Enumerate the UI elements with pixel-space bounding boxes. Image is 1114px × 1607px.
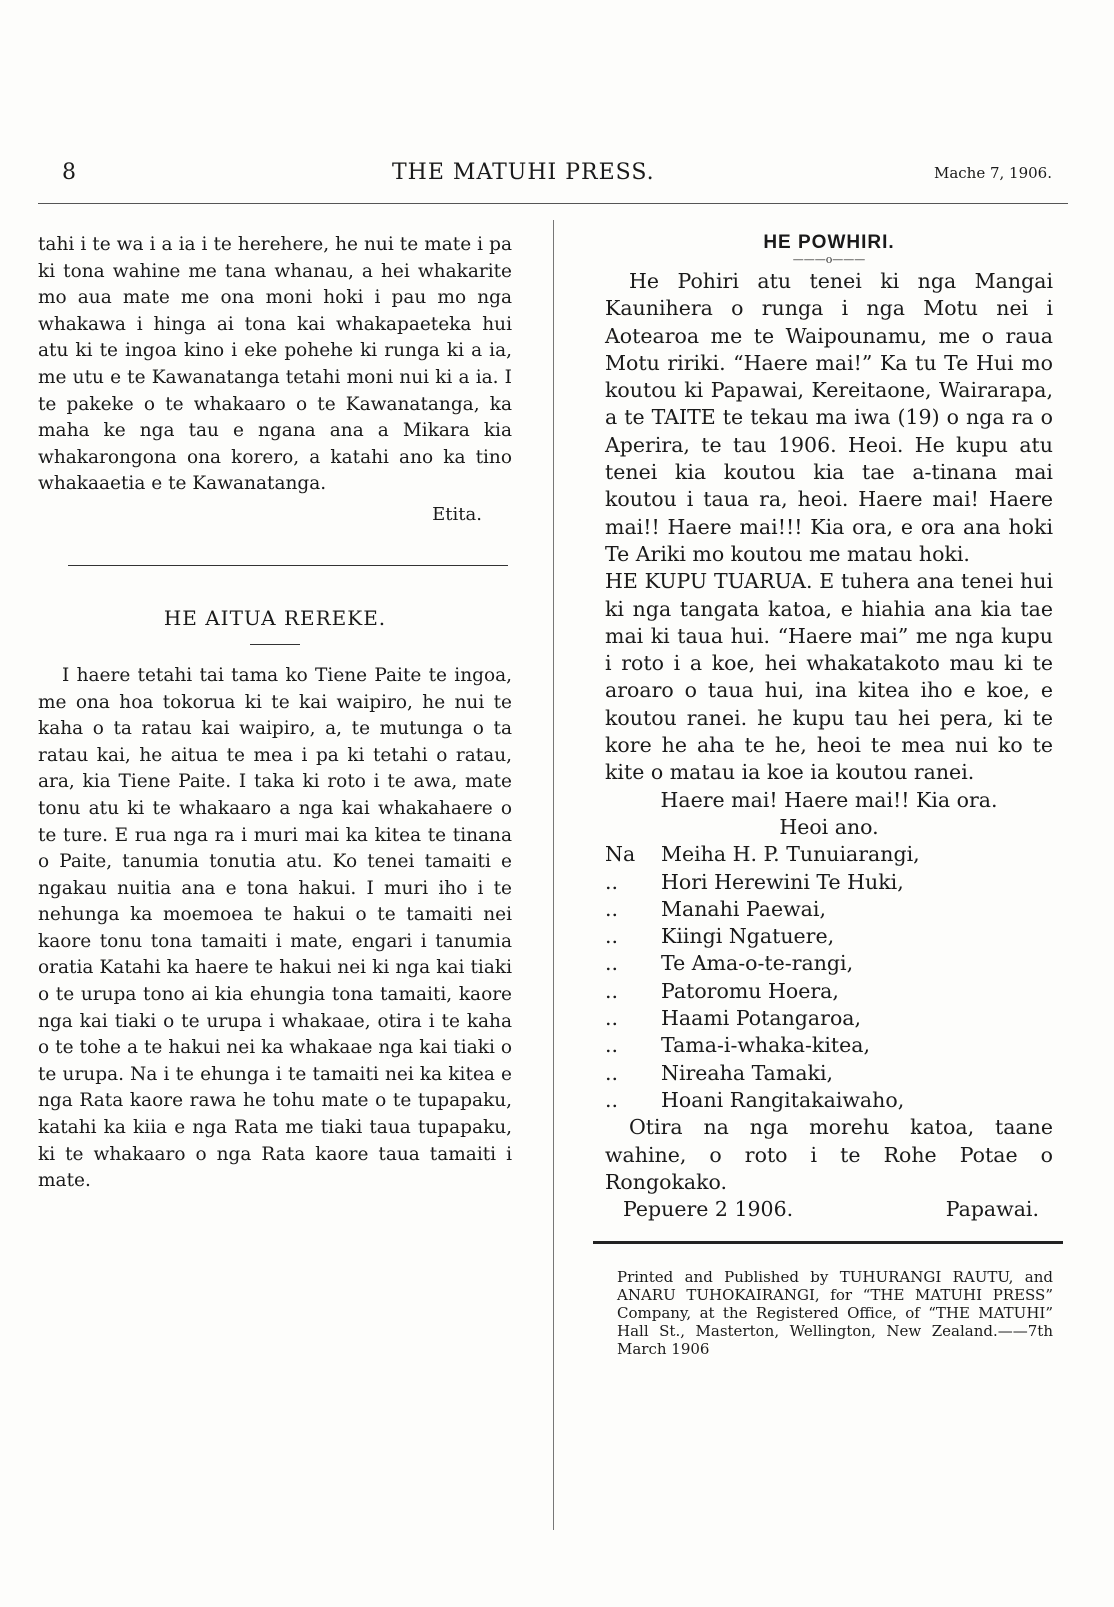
signatory-name: Haami Potangaroa, (661, 1006, 862, 1031)
column-divider (553, 220, 554, 1530)
signatory-row: .. Haami Potangaroa, (605, 1005, 1053, 1032)
signatory-row: .. Kiingi Ngatuere, (605, 923, 1053, 950)
editor-signature: Etita. (432, 503, 482, 525)
signatory-row: .. Hori Herewini Te Huki, (605, 869, 1053, 896)
signatory-name: Kiingi Ngatuere, (661, 924, 835, 949)
ornament-rule: ———o——— (792, 253, 866, 266)
signatory-list (605, 841, 1053, 1114)
editorial-paragraph: tahi i te wa i a ia i te herehere, he nui te mate i pa ki tona wahine me tana whanau, a hei whakarite mo aua mate me ona moni hoki i pau mo nga whakawa i hinga ai tona kai whakapaeteka hui atu ki te ingoa kino i eke pohehe ki runga ki a ia, me utu e te Kawanatanga tetahi moni nui ki a ia. I te pakeke o te whakaaro o te Kawanatanga, ka maha ke nga tau e ngana ana a Mikara kia whakarongona ona korero, a katahi ano ka tino whakaaetia e te Kawanatanga. (38, 234, 512, 495)
issue-date: Mache 7, 1906. (933, 164, 1052, 182)
closing-line: Haere mai! Haere mai!! Kia ora. (660, 787, 998, 812)
footer-rule (593, 1241, 1063, 1244)
otira-paragraph: Otira na nga morehu katoa, taane wahine, o roto i te Rohe Potae o Rongokako. (605, 1115, 1053, 1194)
signatory-name: Nireaha Tamaki, (661, 1060, 834, 1085)
aitua-paragraph: I haere tetahi tai tama ko Tiene Paite te ingoa, me ona hoa tokorua ki te kai waipiro, he nui te kaha o ta ratau kai waipiro, a, te mutunga o ta ratau kai, he aitua te mea i pa ki tetahi o ratau, ara, kia Tiene Paite. I taka ki roto i te awa, mate tonu atu ki te whakaaro a nga kai whakahaere o te ture. E rua nga ra i muri mai ka kitea te tinana o Paite, tanumia tonutia atu. Ko tenei tamaiti e ngakau nuitia ana e tona hakui. I muri iho i te nehunga ka moemoea te hakui o te tamaiti nei kaore tonu tona tamaiti i mate, engari i tanumia oratia Katahi ka haere te hakui nei ki nga kai tiaki o te urupa tono ai kia ehungia tona tamaiti, kaore nga kai tiaki o te urupa i whakaae, otira i te kaha o te tohe a te hakui nei ka whakaae nga kai tiaki o te urupa. Na i te ehunga i te tamaiti nei ka kitea e nga Rata kaore rawa he tohu mate o te tupapaku, katahi ka kiia e nga Rata me tiaki taua tupapaku, ki te whakaaro o nga Rata kaore taua tamaiti i mate. (38, 664, 512, 1192)
imprint: Printed and Published by TUHURANGI RAUTU, and ANARU TUHOKAIRANGI, for “THE MATUHI PRESS” Company, at the Registered Office, of “THE MATUHI” Hall St., Masterton, Wellington, New Zealand.——7th March 1906 (617, 1268, 1053, 1359)
page-number: 8 (62, 160, 76, 185)
right-column (605, 232, 1053, 1358)
signatory-name: Hori Herewini Te Huki, (661, 869, 904, 894)
signatory-row: Na Meiha H. P. Tunuiarangi, (605, 841, 1053, 868)
powhiri-heading: HE POWHIRI. (763, 232, 895, 253)
heading-rule (250, 644, 300, 645)
signatory-row: .. Tama-i-whaka-kitea, (605, 1032, 1053, 1059)
newspaper-title: THE MATUHI PRESS. (392, 160, 655, 185)
signatory-name: Meiha H. P. Tunuiarangi, (661, 842, 920, 867)
left-column (38, 232, 512, 1195)
page-header (62, 160, 1052, 196)
powhiri-paragraph: He Pohiri atu tenei ki nga Mangai Kaunihera o runga i nga Motu nei i Aotearoa me te Waipounamu, me o raua Motu ririki. “Haere mai!” Ka tu Te Hui mo koutou ki Papawai, Kereitaone, Wairarapa, a te TAITE te tekau ma iwa (19) o nga ra o Aperira, te tau 1906. Heoi. He kupu atu tenei kia koutou kia tae a-tinana mai koutou i taua ra, heoi. Haere mai! Haere mai!! Haere mai!!! Kia ora, e ora ana hoki Te Ariki mo koutou me matau hoki. (605, 269, 1053, 566)
heoi-ano: Heoi ano. (779, 814, 879, 839)
section-separator (68, 565, 508, 566)
signatory-name: Tama-i-whaka-kitea, (661, 1033, 871, 1058)
tuarua-paragraph: HE KUPU TUARUA. E tuhera ana tenei hui ki nga tangata katoa, e hiahia ana kia tae mai ki taua hui. “Haere mai” me nga kupu i roto i a koe, hei whakatakoto mau ki te aroaro o taua hui, ina kitea iho e koe, e koutou ranei. he kupu tau hei pera, ki te kore he aha te he, heoi te mea nui ko te kite o matau ia koe ia koutou ranei. (605, 569, 1053, 785)
signatory-name: Te Ama-o-te-rangi, (661, 951, 854, 976)
date-place-line (605, 1196, 1053, 1223)
signatory-row: .. Hoani Rangitakaiwaho, (605, 1087, 1053, 1114)
signatory-name: Patoromu Hoera, (661, 978, 839, 1003)
header-rule (38, 203, 1068, 204)
notice-date: Pepuere 2 1906. (623, 1197, 794, 1222)
aitua-heading: HE AITUA REREKE. (163, 605, 387, 630)
signatory-name: Manahi Paewai, (661, 896, 826, 921)
signatory-row: .. Manahi Paewai, (605, 896, 1053, 923)
signatory-row: .. Te Ama-o-te-rangi, (605, 950, 1053, 977)
notice-place: Papawai. (945, 1197, 1039, 1222)
signatory-name: Hoani Rangitakaiwaho, (661, 1087, 905, 1112)
signatory-row: .. Patoromu Hoera, (605, 978, 1053, 1005)
signatory-row: .. Nireaha Tamaki, (605, 1060, 1053, 1087)
